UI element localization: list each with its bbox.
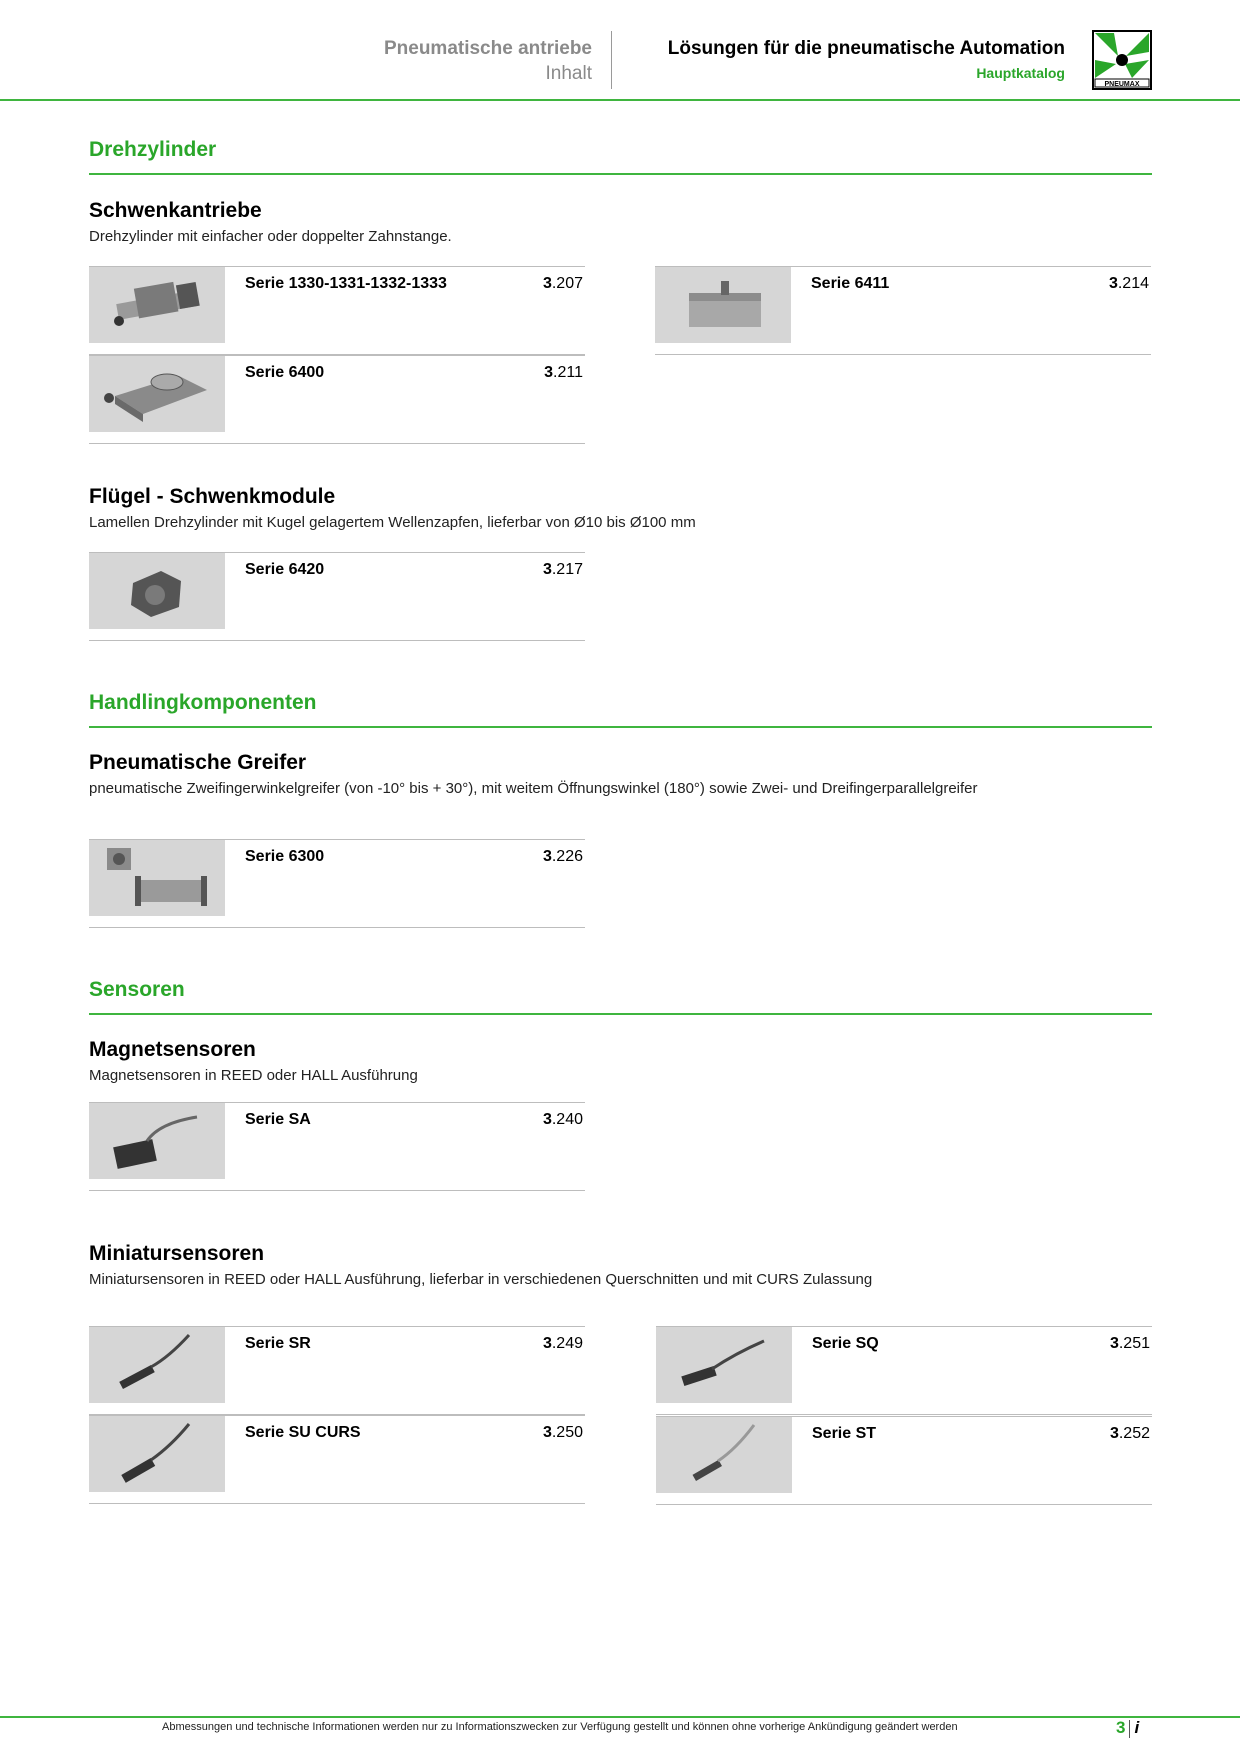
footer-disclaimer: Abmessungen und technische Informationen werden nur zu Informationszwecken zur Verfügung gestellt und können ohne vorherige Ankündigung geändert werden — [162, 1721, 958, 1733]
footer-rule — [0, 1716, 1240, 1718]
gripper-icon — [89, 840, 225, 916]
catalog-item-sr[interactable] — [89, 1326, 585, 1414]
group-title-fluegel: Flügel - Schwenkmodule — [89, 485, 336, 508]
category-subtitle: Inhalt — [545, 63, 592, 84]
item-page: 3.214 — [1108, 275, 1149, 292]
catalog-item-6400[interactable] — [89, 355, 585, 443]
catalog-item-1330[interactable] — [89, 266, 585, 354]
section-rule — [89, 726, 1152, 728]
mini-sensor-icon — [656, 1417, 792, 1493]
item-label: Serie SQ — [812, 1335, 879, 1352]
item-page: 3.240 — [542, 1111, 583, 1128]
rotary-table-icon — [89, 356, 225, 432]
section-rule — [89, 1013, 1152, 1015]
catalog-item-sa[interactable] — [89, 1102, 585, 1190]
group-title-mini: Miniatursensoren — [89, 1242, 265, 1265]
section-title-sensoren: Sensoren — [89, 978, 185, 1001]
item-label: Serie SA — [245, 1111, 311, 1128]
header-divider — [611, 31, 612, 89]
group-desc-magnet: Magnetsensoren in REED oder HALL Ausführung — [89, 1067, 418, 1084]
group-title-magnet: Magnetsensoren — [89, 1038, 256, 1061]
section-title-handling: Handlingkomponenten — [89, 691, 317, 714]
pneumax-logo — [1092, 30, 1152, 90]
group-desc-mini: Miniatursensoren in REED oder HALL Ausführung, lieferbar in verschiedenen Querschnitten und mit CURS Zulassung — [89, 1271, 873, 1288]
item-label: Serie SU CURS — [245, 1424, 361, 1441]
svg-text:PNEUMAX: PNEUMAX — [1104, 81, 1140, 88]
item-label: Serie SR — [245, 1335, 311, 1352]
catalog-item-6411[interactable] — [655, 266, 1151, 354]
group-title-schwenkantriebe: Schwenkantriebe — [89, 199, 262, 222]
catalog-subtitle: Hauptkatalog — [976, 65, 1065, 81]
magnet-sensor-icon — [89, 1103, 225, 1179]
item-page: 3.250 — [542, 1424, 583, 1441]
group-desc-schwenkantriebe: Drehzylinder mit einfacher oder doppelter Zahnstange. — [89, 228, 452, 245]
item-page: 3.211 — [544, 364, 583, 381]
header-left — [384, 38, 592, 88]
mini-sensor-icon — [656, 1327, 792, 1403]
item-label: Serie 1330-1331-1332-1333 — [245, 275, 447, 292]
catalog-item-6420[interactable] — [89, 552, 585, 640]
mini-sensor-icon — [89, 1327, 225, 1403]
catalog-item-st[interactable] — [656, 1416, 1152, 1504]
item-page: 3.207 — [542, 275, 583, 292]
section-rule — [89, 173, 1152, 175]
item-page: 3.252 — [1109, 1425, 1150, 1442]
catalog-item-6300[interactable] — [89, 839, 585, 927]
category-title: Pneumatische antriebe — [383, 38, 592, 59]
vane-module-icon — [89, 553, 225, 629]
mini-sensor-icon — [89, 1416, 225, 1492]
item-page: 3.217 — [542, 561, 583, 578]
group-title-greifer: Pneumatische Greifer — [89, 751, 307, 774]
catalog-title: Lösungen für die pneumatische Automation — [667, 38, 1065, 59]
item-page: 3.251 — [1109, 1335, 1150, 1352]
group-desc-fluegel: Lamellen Drehzylinder mit Kugel gelagertem Wellenzapfen, lieferbar von Ø10 bis Ø100 mm — [89, 514, 696, 531]
item-label: Serie 6411 — [811, 275, 890, 292]
item-page: 3.226 — [542, 848, 583, 865]
catalog-item-su-curs[interactable] — [89, 1415, 585, 1503]
rotary-actuator-icon — [655, 267, 791, 343]
section-title-drehzylinder: Drehzylinder — [89, 138, 217, 161]
item-page: 3.249 — [542, 1335, 583, 1352]
page-number: 3 i — [1116, 1718, 1140, 1737]
item-label: Serie ST — [812, 1425, 877, 1442]
header-rule — [0, 99, 1240, 101]
item-label: Serie 6420 — [245, 561, 325, 578]
header-right — [668, 38, 1065, 86]
group-desc-greifer: pneumatische Zweifingerwinkelgreifer (von -10° bis + 30°), mit weitem Öffnungswinkel (180°) sowie Zwei- und Dreifingerparallelgreifer — [89, 780, 978, 797]
item-label: Serie 6300 — [245, 848, 325, 865]
catalog-item-sq[interactable] — [656, 1326, 1152, 1414]
item-label: Serie 6400 — [245, 364, 325, 381]
rack-pinion-actuator-icon — [89, 267, 225, 343]
